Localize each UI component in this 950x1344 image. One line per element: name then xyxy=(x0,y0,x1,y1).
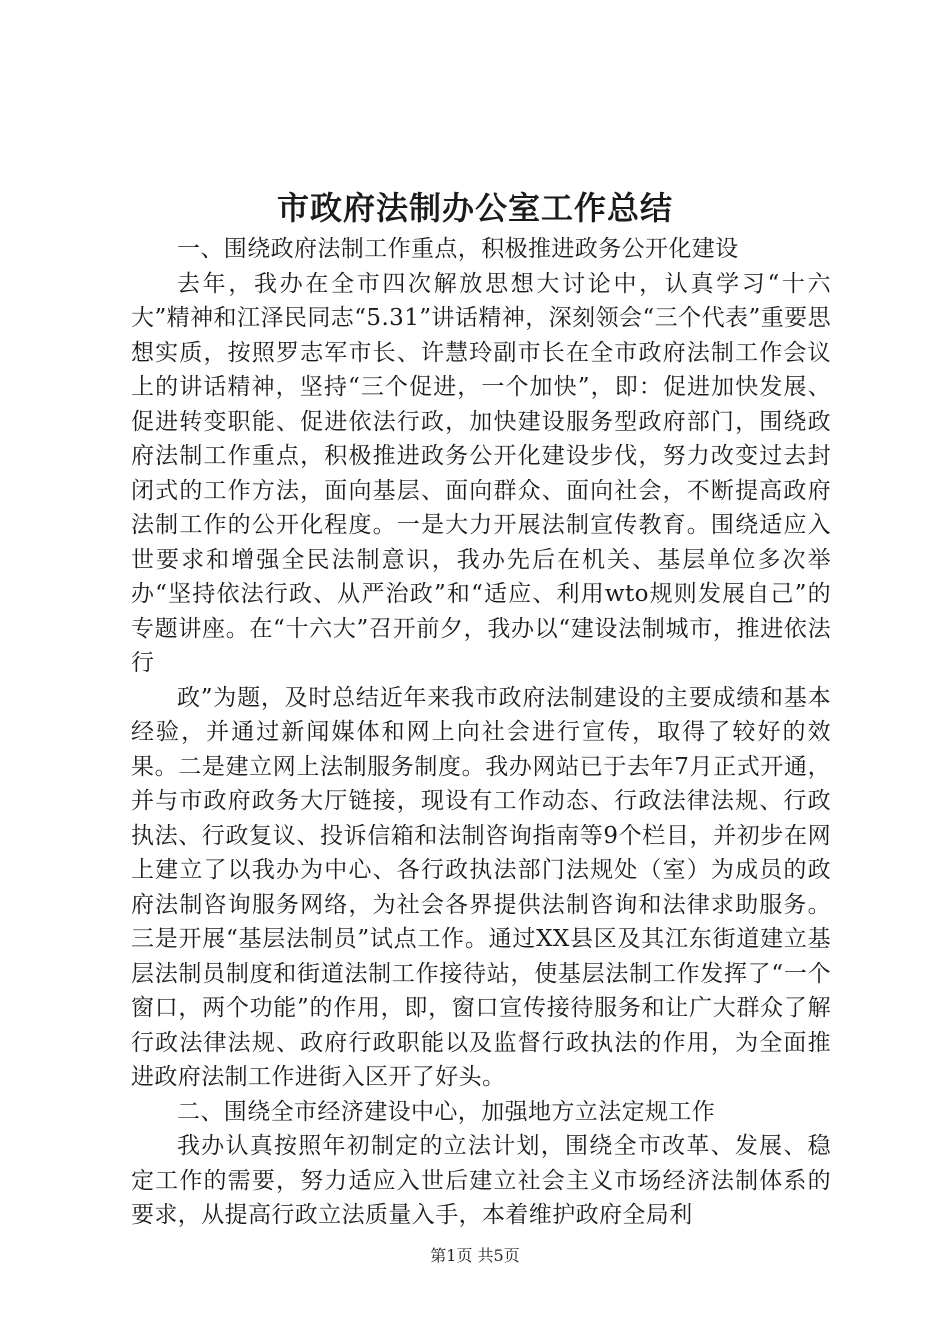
paragraph-1: 去年，我办在全市四次解放思想大讨论中，认真学习“十六大”精神和江泽民同志“5.31”讲话精神，深刻领会“三个代表”重要思想实质，按照罗志军市长、许慧玲副市长在全市政府法制工作会议上的讲话精神，坚持“三个促进，一个加快”，即：促进加快发展、促进转变职能、促进依法行政，加快建设服务型政府部门，围绕政府法制工作重点，积极推进政务公开化建设步伐，努力改变过去封闭式的工作方法，面向基层、面向群众、面向社会，不断提高政府法制工作的公开化程度。一是大力开展法制宣传教育。围绕适应入世要求和增强全民法制意识，我办先后在机关、基层单位多次举办“坚持依法行政、从严治政”和“适应、利用wto规则发展自己”的专题讲座。在“十六大”召开前夕，我办以“建设法制城市，推进依法行 xyxy=(131,270,831,676)
paragraph-2: 政”为题，及时总结近年来我市政府法制建设的主要成绩和基本经验，并通过新闻媒体和网上向社会进行宣传，取得了较好的效果。二是建立网上法制服务制度。我办网站已于去年7月正式开通，并与市政府政务大厅链接，现设有工作动态、行政法律法规、行政执法、行政复议、投诉信箱和法制咨询指南等9个栏目，并初步在网上建立了以我办为中心、各行政执法部门法规处（室）为成员的政府法制咨询服务网络，为社会各界提供法制咨询和法律求助服务。三是开展“基层法制员”试点工作。通过XX县区及其江东街道建立基层法制员制度和街道法制工作接待站，使基层法制工作发挥了“一个窗口，两个功能”的作用，即，窗口宣传接待服务和让广大群众了解行政法律法规、政府行政职能以及监督行政执法的作用，为全面推进政府法制工作进街入区开了好头。 xyxy=(131,684,831,1090)
document-body xyxy=(131,232,831,1233)
paragraph-3: 我办认真按照年初制定的立法计划，围绕全市改革、发展、稳定工作的需要，努力适应入世后建立社会主义市场经济法制体系的要求，从提高行政立法质量入手，本着维护政府全局利 xyxy=(131,1133,831,1228)
document-title: 市政府法制办公室工作总结 xyxy=(276,189,673,227)
section-heading-1: 一、围绕政府法制工作重点，积极推进政务公开化建设 xyxy=(177,236,739,262)
page-number-footer: 第1页 共5页 xyxy=(430,1246,520,1265)
section-heading-2: 二、围绕全市经济建设中心，加强地方立法定规工作 xyxy=(177,1098,716,1125)
